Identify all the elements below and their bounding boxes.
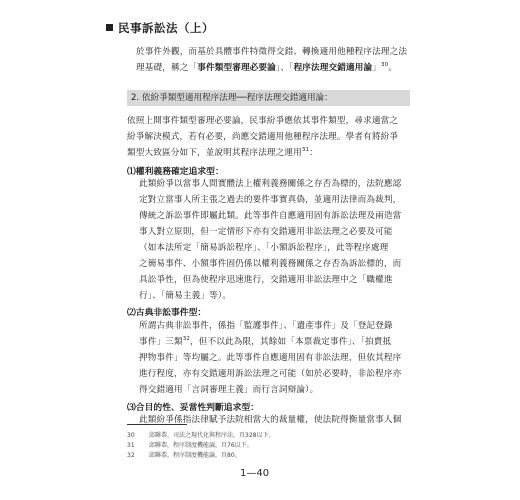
square-bullet-icon	[106, 24, 113, 31]
subheading-3: ⑶合目的性、妥當性判斷追求型：	[127, 403, 259, 413]
text-run: 類型大致區分如下，並說明其程序法理之運用	[127, 148, 302, 158]
paragraph-line: （如本法所定「簡易訴訟程序」、「小額訴訟程序」，此等程序處理	[139, 243, 389, 253]
intro-paragraph	[136, 44, 414, 76]
block-2	[139, 318, 415, 398]
paragraph-line: 行」、「簡易主義」等）。	[139, 291, 232, 301]
footnote	[127, 430, 274, 439]
footnote-number: 32	[127, 452, 135, 459]
paragraph-line: 所謂古典非訟事件，係指「監護事件」、「遺產事件」及「登記登錄	[139, 321, 393, 331]
page-number: 1—40	[240, 468, 270, 479]
subheading-1: ⑴權利義務確定追求型：	[127, 167, 224, 177]
block-1	[139, 176, 415, 304]
footnote-number: 31	[127, 442, 135, 449]
text-run: 。	[388, 63, 398, 73]
paragraph-line: 紛爭解決模式，若有必要，尚應交錯適用他種程序法理。學者有將紛爭	[127, 132, 399, 142]
footnote-ref: 32	[182, 336, 191, 343]
bold-term: 程序法理交錯適用論	[293, 63, 373, 73]
footnote-text: 邱聯恭，程序制度機能論，頁76以下。	[149, 442, 253, 449]
footnote	[127, 440, 253, 449]
header-title: 民事訴訟法（上）	[118, 21, 214, 35]
paragraph-line	[139, 334, 415, 350]
footnote	[127, 450, 241, 459]
running-header	[106, 20, 214, 36]
footnote-ref: 30	[381, 62, 389, 69]
text-run: ：	[309, 148, 318, 158]
paragraph-line: 定對立當事人所主張之過去的要件事實真偽，並適用法律而為裁判，	[139, 195, 402, 205]
footnote-number: 30	[127, 432, 135, 439]
footnote-text: 邱聯恭，程序制度機能論，頁80。	[149, 452, 241, 459]
text-run: 」、「	[275, 63, 294, 73]
paragraph-line: 之簡易事件、小額事件固仍係以權利義務關係之存否為訴訟標的，而	[139, 259, 402, 269]
paragraph-line: 事人對立原則，但一定情形下亦有交錯適用非訟法理之必要及可能	[139, 227, 393, 237]
paragraph-line: 傳統之訴訟事件即屬此類。此等事件自應適用固有訴訟法理及兩造當	[139, 211, 402, 221]
paragraph-line: 具訟爭性，但為使程序迅速進行，交錯適用非訟法理中之「職權進	[139, 275, 393, 285]
text-run: 理基礎，稱之「	[136, 63, 198, 73]
footnote-ref: 31	[301, 147, 310, 154]
bold-term: 事件類型審理必要論	[197, 63, 276, 73]
text-run: 事件」三類	[139, 337, 183, 347]
paragraph-line: 進行程度，亦有交錯適用訴訟法理之可能（如於必要時，非訟程序亦	[139, 369, 402, 379]
paragraph-line	[127, 145, 415, 161]
intro-line-2	[136, 60, 414, 76]
text-run: 」	[372, 63, 382, 73]
paragraph-line: 依照上開事件類型審理必要論，民事紛爭應依其事件類型，尋求適當之	[127, 116, 399, 126]
paragraph-line: 押物事件」等均屬之。此等事件自應適用固有非訟法理，但依其程序	[139, 353, 402, 363]
subheading-2: ⑵古典非訟事件型：	[127, 308, 207, 318]
paragraph-line: 得交錯適用「言詞審理主義」而行言詞辯論）。	[139, 385, 319, 395]
paragraph-line: 此類紛爭係指法律賦予法院相當大的裁量權，使法院得衡量當事人個	[139, 415, 402, 424]
section-heading: 2. 依紛爭類型適用程序法理──程序法理交錯適用論：	[127, 90, 410, 106]
intro-line-1: 於事件外觀，而基於具體事件特徵得交錯、轉換適用他種程序法理之法	[136, 47, 408, 57]
paragraph-line: 此類紛爭以當事人間實體法上權利義務關係之存否為標的，法院應認	[139, 179, 402, 189]
block-3	[139, 412, 415, 424]
text-run: ，但不以此為限，其餘如「本票裁定事件」、「拍賣抵	[190, 337, 392, 347]
paragraph-1	[127, 113, 415, 161]
footnote-text: 邱聯恭，司法之現代化與程序法，頁328以下。	[149, 432, 275, 439]
footnote-divider	[127, 424, 187, 425]
